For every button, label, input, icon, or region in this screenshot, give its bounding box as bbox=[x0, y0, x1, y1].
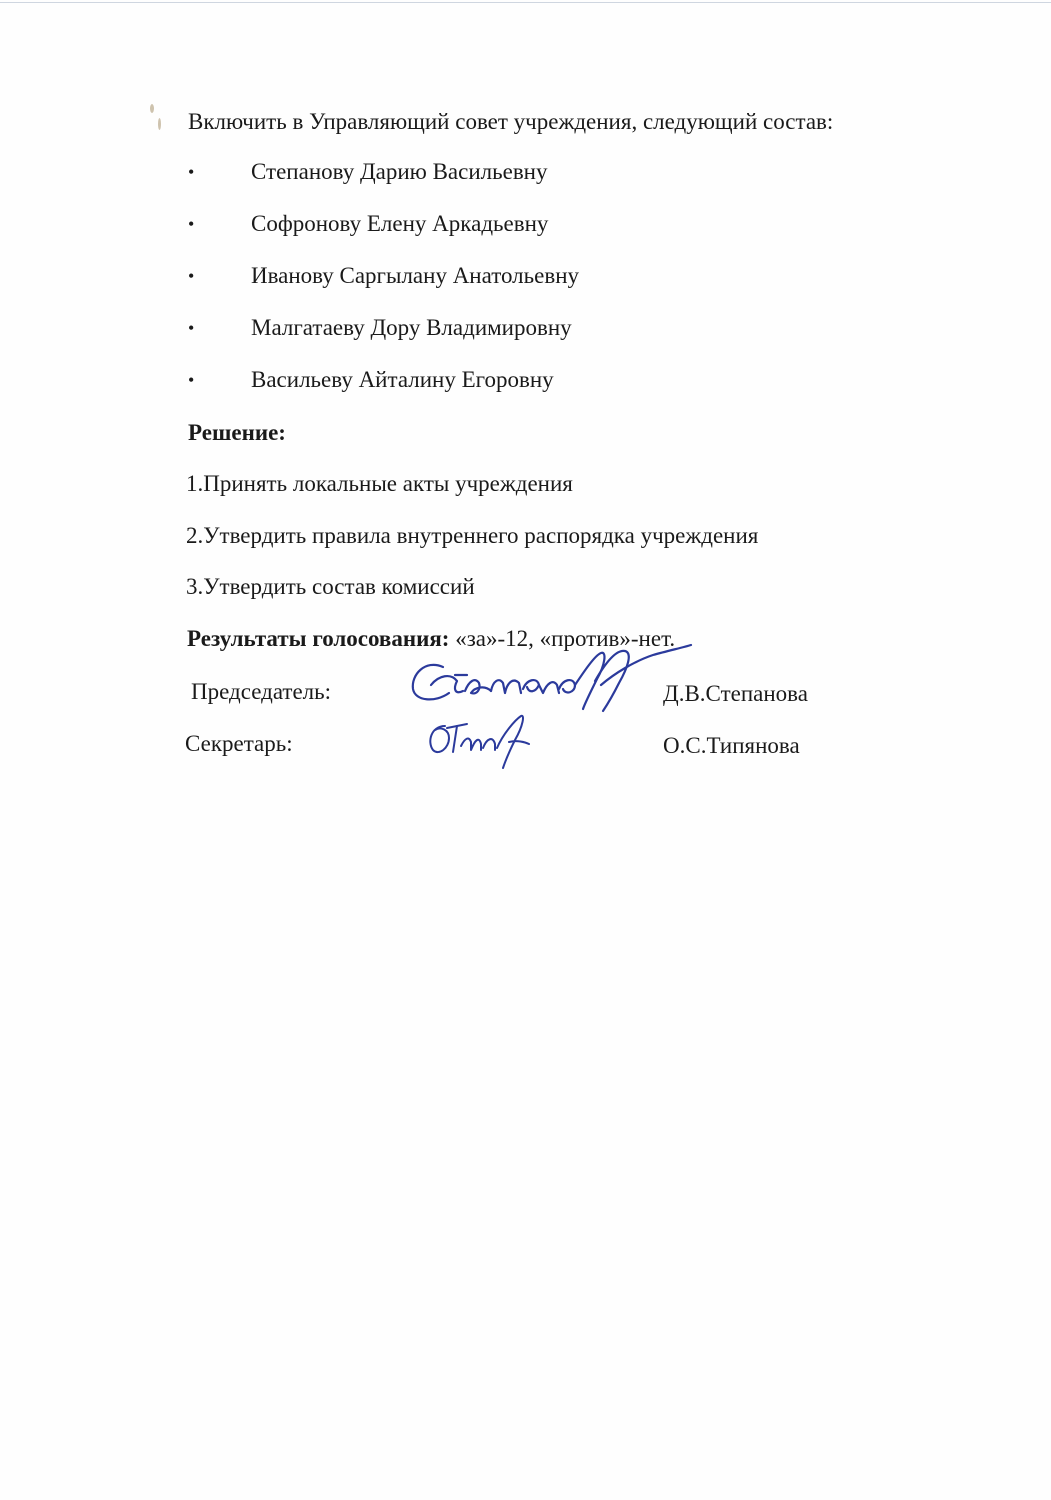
chairman-signature bbox=[405, 645, 690, 715]
bullet: • bbox=[188, 266, 195, 286]
member-item: Малгатаеву Дору Владимировну bbox=[251, 315, 572, 340]
member-item: Васильеву Айталину Егоровну bbox=[251, 367, 554, 392]
chairman-label: Председатель: bbox=[191, 679, 332, 704]
bullet: • bbox=[188, 162, 195, 182]
decision-item: 3.Утвердить состав комиссий bbox=[186, 574, 475, 599]
bullet: • bbox=[188, 318, 195, 338]
scan-speck bbox=[150, 104, 154, 113]
member-item: Иванову Саргылану Анатольевну bbox=[251, 263, 580, 288]
decision-item: 2.Утвердить правила внутреннего распорядка учреждения bbox=[186, 523, 759, 548]
secretary-name: О.С.Типянова bbox=[663, 733, 800, 758]
secretary-signature bbox=[425, 712, 545, 770]
member-item: Софронову Елену Аркадьевну bbox=[251, 211, 549, 236]
intro-text: Включить в Управляющий совет учреждения, следующий состав: bbox=[188, 109, 834, 134]
decision-item: 1.Принять локальные акты учреждения bbox=[186, 471, 573, 496]
scan-speck bbox=[158, 118, 161, 130]
bullet: • bbox=[188, 214, 195, 234]
scan-edge-line bbox=[0, 2, 1051, 3]
vote-result: «за»-12, «против»-нет. bbox=[449, 626, 676, 651]
chairman-name: Д.В.Степанова bbox=[663, 681, 808, 706]
vote-label: Результаты голосования: bbox=[187, 626, 450, 651]
bullet: • bbox=[188, 370, 195, 390]
secretary-label: Секретарь: bbox=[185, 731, 293, 756]
decision-heading: Решение: bbox=[188, 420, 286, 445]
member-item: Степанову Дарию Васильевну bbox=[251, 159, 548, 184]
